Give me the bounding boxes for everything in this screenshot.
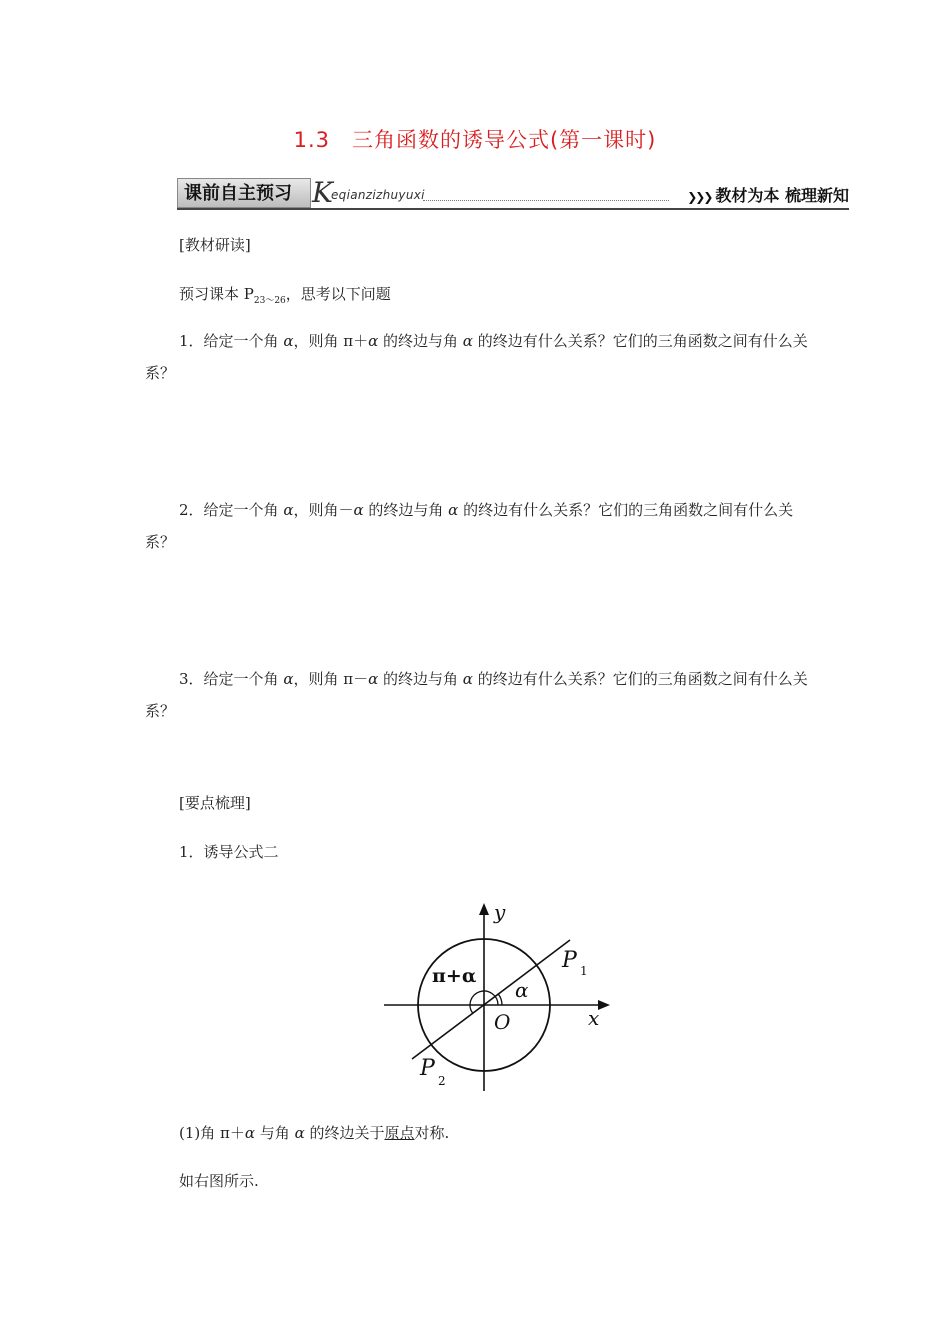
p2-label: P — [420, 1056, 435, 1081]
origin-label: O — [494, 1010, 511, 1034]
question-1: 1．给定一个角 α，则角 π＋α 的终边与角 α 的终边有什么关系？它们的三角函数之间有什么关系？ — [145, 332, 808, 382]
banner-slogan-text: 教材为本 梳理新知 — [715, 186, 849, 205]
alpha-arc — [498, 994, 502, 1005]
chevrons-icon: ❯❯❯ — [687, 190, 712, 204]
banner-label: 课前自主预习 — [177, 178, 311, 208]
alpha-label: α — [515, 978, 529, 1002]
preview-prefix: 预习课本 P — [179, 285, 254, 303]
banner-pinyin: eqianzizhuyuxi — [331, 188, 425, 202]
section-heading-study: [教材研读] — [179, 236, 251, 254]
question-3: 3．给定一个角 α，则角 π－α 的终边与角 α 的终边有什么关系？它们的三角函数之间有什么关系？ — [145, 670, 808, 720]
banner-k-letter: K — [312, 176, 333, 209]
unit-circle-figure — [380, 895, 620, 1095]
p1-label: P — [562, 948, 577, 973]
y-axis-arrow-icon — [479, 903, 489, 915]
point-1-heading: 1．诱导公式二 — [179, 843, 279, 861]
preview-suffix: ，思考以下问题 — [285, 285, 391, 303]
formula-note-2: 如右图所示. — [179, 1172, 259, 1190]
p1-subscript: 1 — [580, 964, 588, 978]
banner-slogan — [687, 183, 849, 206]
x-axis-label: x — [588, 1006, 600, 1030]
underlined-origin: 原点 — [384, 1124, 415, 1142]
section-heading-summary: [要点梳理] — [179, 794, 251, 812]
pi-plus-alpha-label: π+α — [432, 965, 477, 987]
x-axis-arrow-icon — [598, 1000, 610, 1010]
preview-pages: 23～26 — [253, 296, 286, 306]
y-axis-label: y — [494, 900, 506, 924]
terminal-side-line — [412, 940, 570, 1059]
section-banner — [177, 178, 849, 212]
banner-dotted-line — [423, 200, 669, 201]
page-title: 1.3 三角函数的诱导公式(第一课时) — [293, 128, 657, 152]
banner-underline — [177, 208, 849, 210]
p2-subscript: 2 — [438, 1074, 446, 1088]
formula-note-1: (1)角 π＋α 与角 α 的终边关于原点对称. — [179, 1124, 450, 1142]
preview-line — [145, 278, 813, 317]
question-2: 2．给定一个角 α，则角－α 的终边与角 α 的终边有什么关系？它们的三角函数之间有什么关系？ — [145, 501, 794, 551]
